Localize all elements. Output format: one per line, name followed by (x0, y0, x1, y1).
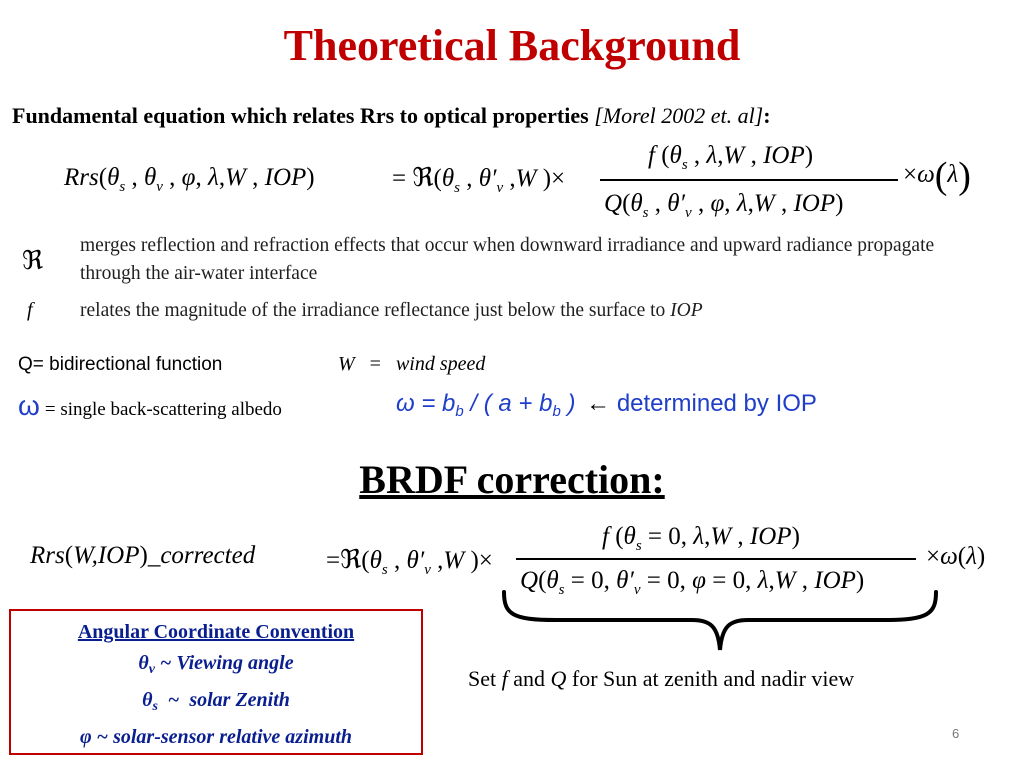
main-equation-lhs: $Rrs(\theta_s$ , $\theta_v$ , φ, λ,W , IOP) (64, 164, 315, 195)
left-arrow-icon: ← (586, 390, 611, 417)
angular-convention-heading: Angular Coordinate Convention (77, 621, 355, 643)
main-equation-numerator: f ($\theta_s$ , λ,W , IOP) (648, 142, 814, 173)
omega-text: = single back-scattering albedo (44, 399, 282, 420)
set-note: Set f and Q for Sun at zenith and nadir view (468, 666, 855, 691)
main-equation (0, 130, 1024, 230)
definition-f-text: relates the magnitude of the irradiance reflectance just below the surface to (80, 300, 666, 321)
intro-line (12, 103, 771, 129)
w-symbol: W (338, 353, 355, 375)
brdf-equation (0, 520, 1024, 600)
w-text: wind speed (395, 353, 486, 375)
angular-line-solar-zenith: $\theta_s$ ~ solar Zenith (142, 689, 290, 714)
q-definition: Q= bidirectional function (18, 354, 223, 375)
brdf-equation-denominator: $Q(\theta_s = 0$, $\theta'_v = 0$, φ = 0, λ,W , IOP) (520, 567, 865, 598)
definition-symbol-fraktur-r: ℜ (22, 246, 44, 275)
angular-line-viewing: $\theta_v$ ~ Viewing angle (138, 652, 294, 677)
intro-citation: [Morel 2002 et. al] (594, 103, 764, 128)
omega-definition (18, 390, 282, 422)
omega-note: determined by IOP (616, 390, 817, 417)
brdf-equation-numerator: f ($\theta_s = 0$, λ,W , IOP) (602, 523, 800, 554)
brdf-equation-rhs-prefix: $=ℜ(\theta_s$ , $\theta'_v$ ,W )× (326, 545, 493, 578)
angular-line-azimuth: φ ~ solar-sensor relative azimuth (79, 726, 352, 748)
brdf-equation-fraction-bar (516, 558, 916, 560)
intro-bold-text: Fundamental equation which relates Rrs to optical properties (12, 103, 589, 128)
definition-symbol-f: f (27, 299, 33, 321)
main-equation-rhs-prefix: = $ℜ(\theta_s$ , $\theta'_v$ ,W )× (392, 163, 566, 196)
brdf-equation-suffix: ×ω(λ) (926, 543, 986, 570)
main-equation-fraction-bar (600, 179, 898, 181)
omega-formula: $\omega = b_b$ / ( $a + b_b$ ) (396, 390, 576, 420)
main-equation-denominator: $Q(\theta_s$ , $\theta'_v$ , φ, λ,W , IOP) (604, 190, 844, 221)
definition-fraktur-r-text: merges reflection and refraction effects that occur when downward irradiance and upward radiance propagate through the air-water interface (80, 235, 935, 284)
definition-f-iop: IOP (670, 300, 703, 321)
brdf-heading: BRDF correction: (359, 457, 665, 502)
slide-title: Theoretical Background (283, 21, 741, 70)
main-equation-suffix: ×ω(λ) (903, 155, 971, 197)
angular-convention-box (9, 609, 423, 755)
definition-f-line (80, 297, 703, 325)
curly-brace-icon (496, 590, 944, 654)
intro-colon: : (763, 103, 771, 128)
w-equals: = (369, 353, 381, 375)
omega-formula-line (396, 390, 817, 420)
page-number: 6 (952, 726, 960, 741)
brdf-equation-lhs: Rrs(W,IOP)_corrected (30, 542, 256, 569)
w-definition (338, 353, 485, 376)
omega-symbol: ω (18, 390, 40, 421)
